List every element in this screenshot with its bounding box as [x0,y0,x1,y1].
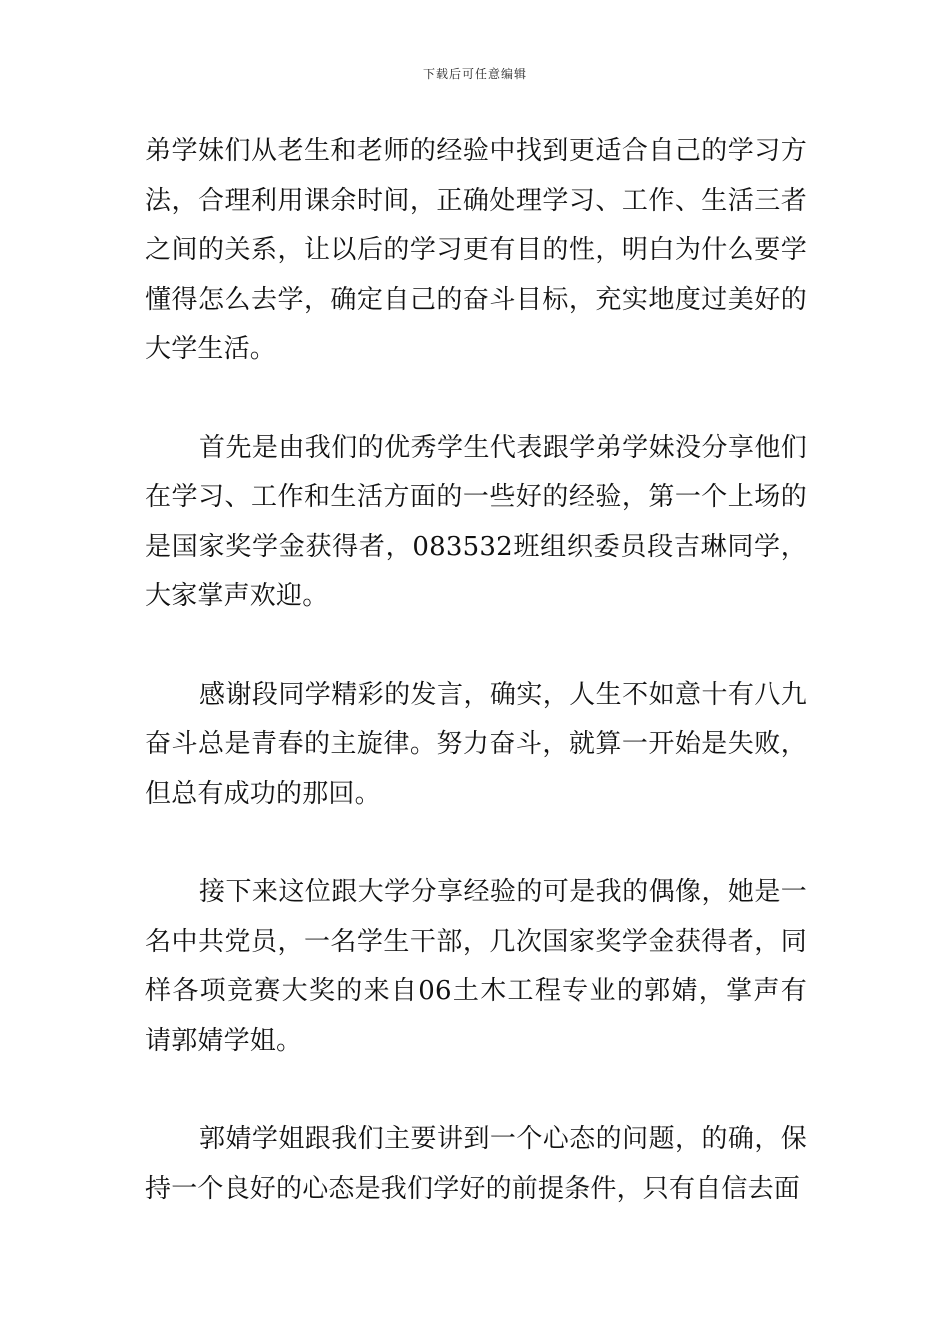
document-body [145,127,807,1214]
paragraph-continued: 弟学妹们从老生和老师的经验中找到更适合自己的学习方法，合理利用课余时间，正确处理学习、工作、生活三者之间的关系，让以后的学习更有目的性，明白为什么要学懂得怎么去学，确定自己的奋斗目标，充实地度过美好的大学生活。 [145,136,807,364]
paragraph: 首先是由我们的优秀学生代表跟学弟学妹没分享他们在学习、工作和生活方面的一些好的经验，第一个上场的是国家奖学金获得者，083532班组织委员段吉琳同学，大家掌声欢迎。 [145,432,807,611]
paragraph: 接下来这位跟大学分享经验的可是我的偶像，她是一名中共党员，一名学生干部，几次国家奖学金获得者，同样各项竞赛大奖的来自06土木工程专业的郭婧，掌声有请郭婧学姐。 [145,877,807,1056]
paragraph: 郭婧学姐跟我们主要讲到一个心态的问题，的确，保持一个良好的心态是我们学好的前提条件，只有自信去面 [145,1124,807,1204]
header-note: 下载后可任意编辑 [422,67,527,81]
paragraph: 感谢段同学精彩的发言，确实，人生不如意十有八九奋斗总是青春的主旋律。努力奋斗，就算一开始是失败，但总有成功的那回。 [145,679,807,809]
